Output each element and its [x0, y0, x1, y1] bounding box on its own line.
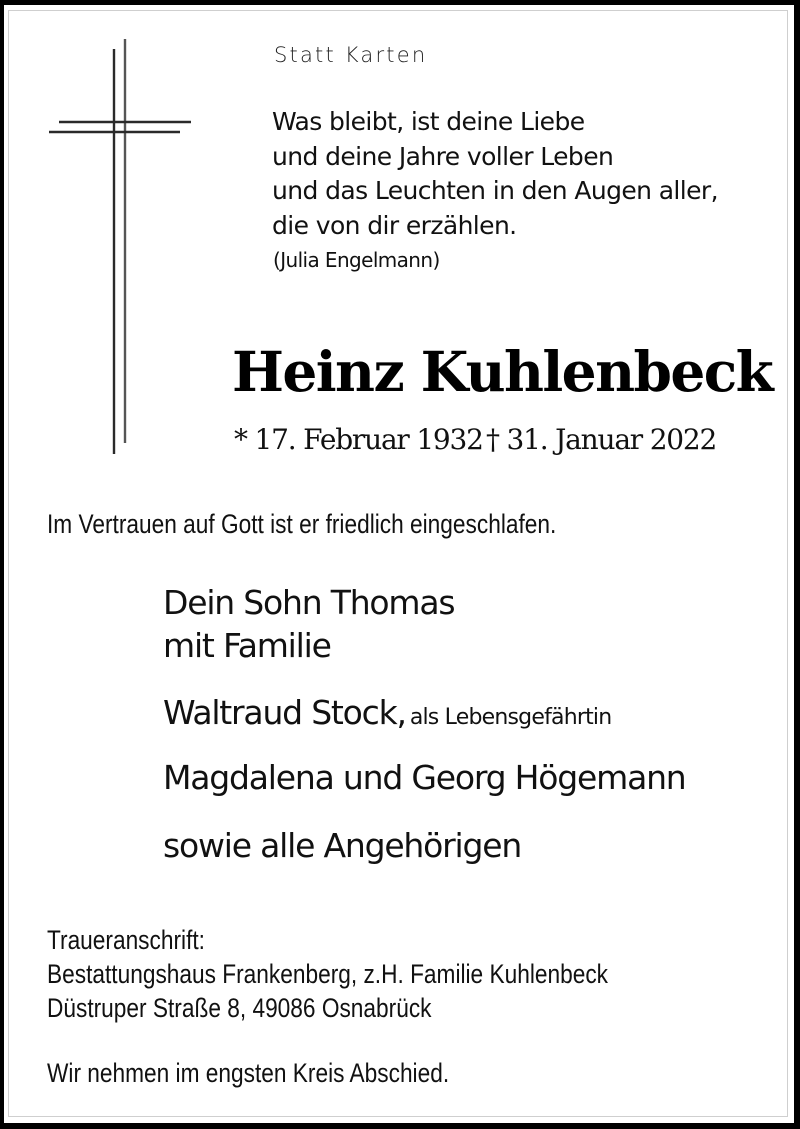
mourner-son: Dein Sohn Thomas — [163, 583, 455, 622]
address-line-2: Düstruper Straße 8, 49086 Osnabrück — [47, 993, 432, 1023]
death-date: † 31. Januar 2022 — [486, 423, 717, 456]
mourner-partner-name: Waltraud Stock, — [163, 693, 406, 732]
mourner-partner — [163, 693, 612, 732]
deceased-name: Heinz Kuhlenbeck — [232, 339, 773, 404]
address-line-1: Bestattungshaus Frankenberg, z.H. Familie Kuhlenbeck — [47, 959, 609, 989]
heading-statt-karten: Statt Karten — [274, 43, 428, 67]
poem-author: (Julia Engelmann) — [273, 248, 440, 272]
poem-line-4: die von dir erzählen. — [272, 211, 517, 240]
faith-statement: Im Vertrauen auf Gott ist er friedlich eingeschlafen. — [47, 509, 557, 539]
mourner-relatives: sowie alle Angehörigen — [163, 826, 522, 865]
poem-line-3: und das Leuchten in den Augen aller, — [272, 176, 718, 205]
birth-date: * 17. Februar 1932 — [234, 423, 483, 456]
mourner-son-family: mit Familie — [163, 626, 331, 665]
address-label: Traueranschrift: — [47, 925, 205, 955]
closing-statement: Wir nehmen im engsten Kreis Abschied. — [47, 1058, 450, 1088]
poem-line-2: und deine Jahre voller Leben — [272, 142, 614, 171]
poem-line-1: Was bleibt, ist deine Liebe — [272, 107, 585, 136]
mourner-couple: Magdalena und Georg Högemann — [163, 758, 686, 797]
mourner-partner-role: als Lebensgefährtin — [409, 705, 612, 730]
